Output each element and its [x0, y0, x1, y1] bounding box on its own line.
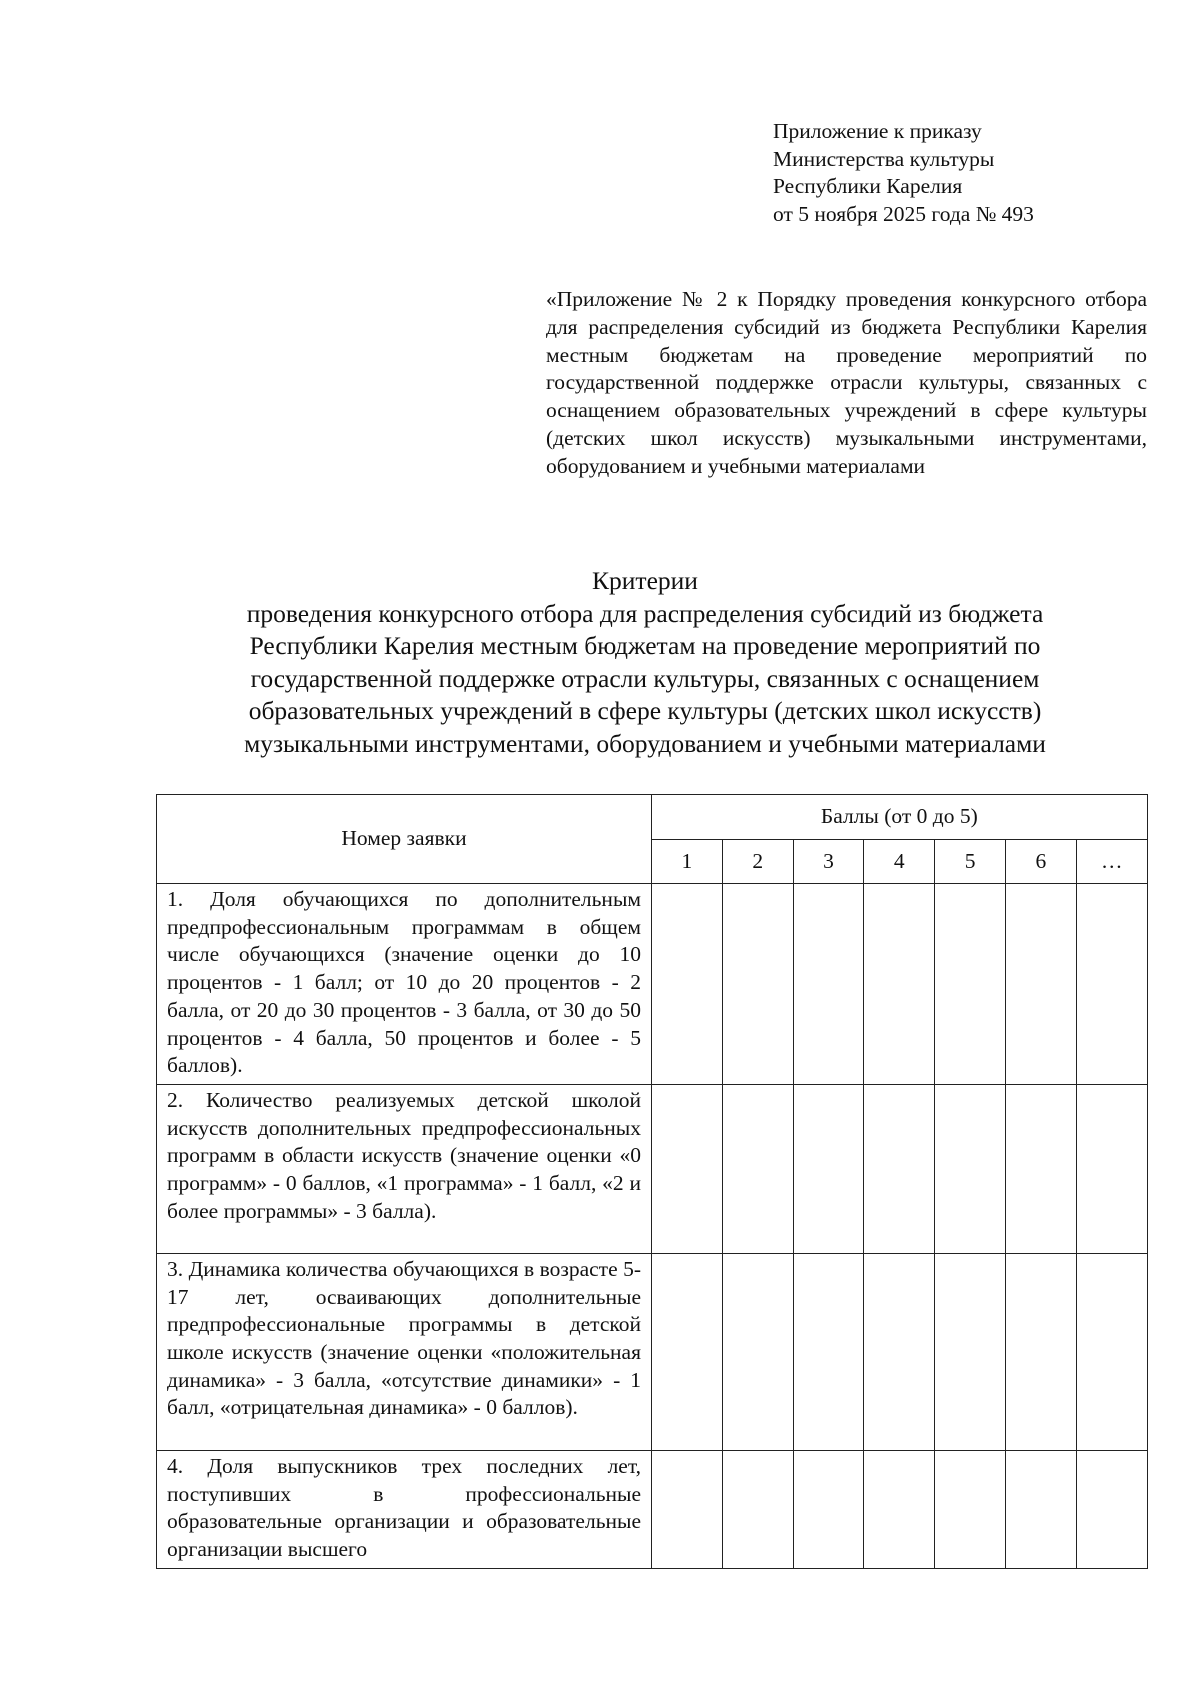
appendix-header — [773, 118, 1034, 228]
score-cell — [793, 1253, 864, 1450]
criteria-heading: Критерии — [592, 566, 698, 595]
score-cell — [1005, 884, 1076, 1085]
score-cell — [652, 1084, 723, 1253]
header-column-number: 4 — [864, 840, 935, 884]
score-cell — [935, 1084, 1006, 1253]
score-cell — [793, 884, 864, 1085]
appendix-line: от 5 ноября 2025 года № 493 — [773, 201, 1034, 226]
score-cell — [864, 1253, 935, 1450]
score-cell — [1005, 1450, 1076, 1568]
table-row — [157, 1450, 1148, 1568]
score-cell — [864, 884, 935, 1085]
criterion-text: 1. Доля обучающихся по дополнительным предпрофессиональным программам в общем числе обучающихся (значение оценки до 10 процентов - 1 балл; от 10 до 20 процентов - 2 балла, от 20 до 30 процентов - 3 балла, от 30 до 50 процентов - 4 балла, 50 процентов и более - 5 баллов). — [157, 884, 652, 1085]
score-cell — [1005, 1253, 1076, 1450]
appendix-line: Республики Карелия — [773, 174, 963, 198]
score-cell — [722, 1450, 793, 1568]
score-cell — [1005, 1084, 1076, 1253]
score-cell — [652, 884, 723, 1085]
criteria-title-block — [150, 565, 1140, 760]
score-cell — [935, 1450, 1006, 1568]
table-header-row — [157, 795, 1148, 840]
score-cell — [652, 1450, 723, 1568]
score-cell — [652, 1253, 723, 1450]
score-cell — [793, 1450, 864, 1568]
criterion-text: 3. Динамика количества обучающихся в возрасте 5-17 лет, осваивающих дополнительные предпрофессиональные программы в детской школе искусств (значение оценки «положительная динамика» - 3 балла, «отсутствие динамики» - 1 балл, «отрицательная динамика» - 0 баллов). — [157, 1253, 652, 1450]
criterion-text: 2. Количество реализуемых детской школой искусств дополнительных предпрофессиональных программ в области искусств (значение оценки «0 программ» - 0 баллов, «1 программа» - 1 балл, «2 и более программы» - 3 балла). — [157, 1084, 652, 1253]
header-column-number: 6 — [1005, 840, 1076, 884]
header-column-ellipsis: … — [1076, 840, 1147, 884]
annex-reference: «Приложение № 2 к Порядку проведения конкурсного отбора для распределения субсидий из бюджета Республики Карелия местным бюджетам на проведение мероприятий по государственной поддержке отрасли культуры, связанных с оснащением образовательных учреждений в сфере культуры (детских школ искусств) музыкальными инструментами, оборудованием и учебными материалами — [546, 287, 1147, 478]
score-cell — [864, 1084, 935, 1253]
table-row — [157, 1084, 1148, 1253]
score-cell — [1076, 1450, 1147, 1568]
score-cell — [935, 1253, 1006, 1450]
criteria-subtitle: проведения конкурсного отбора для распределения субсидий из бюджета Республики Карелия местным бюджетам на проведение мероприятий по государственной поддержке отрасли культуры, связанных с оснащением образовательных учреждений в сфере культуры (детских школ искусств) музыкальными инструментами, оборудованием и учебными материалами — [244, 598, 1046, 758]
score-cell — [722, 884, 793, 1085]
appendix-line: Приложение к приказу — [773, 119, 982, 143]
table-row — [157, 884, 1148, 1085]
header-column-number: 1 — [652, 840, 723, 884]
score-cell — [935, 884, 1006, 1085]
criterion-text: 4. Доля выпускников трех последних лет, поступивших в профессиональные образовательные организации и образовательные организации высшего — [157, 1450, 652, 1568]
score-cell — [1076, 884, 1147, 1085]
appendix-line: Министерства культуры — [773, 146, 995, 171]
table-row — [157, 1253, 1148, 1450]
header-column-number: 2 — [722, 840, 793, 884]
header-column-number: 3 — [793, 840, 864, 884]
header-application-number: Номер заявки — [157, 795, 652, 884]
score-cell — [722, 1084, 793, 1253]
criteria-table — [156, 794, 1148, 1569]
score-cell — [864, 1450, 935, 1568]
score-cell — [1076, 1253, 1147, 1450]
header-scores-group: Баллы (от 0 до 5) — [652, 795, 1148, 840]
score-cell — [722, 1253, 793, 1450]
score-cell — [1076, 1084, 1147, 1253]
score-cell — [793, 1084, 864, 1253]
header-column-number: 5 — [935, 840, 1006, 884]
